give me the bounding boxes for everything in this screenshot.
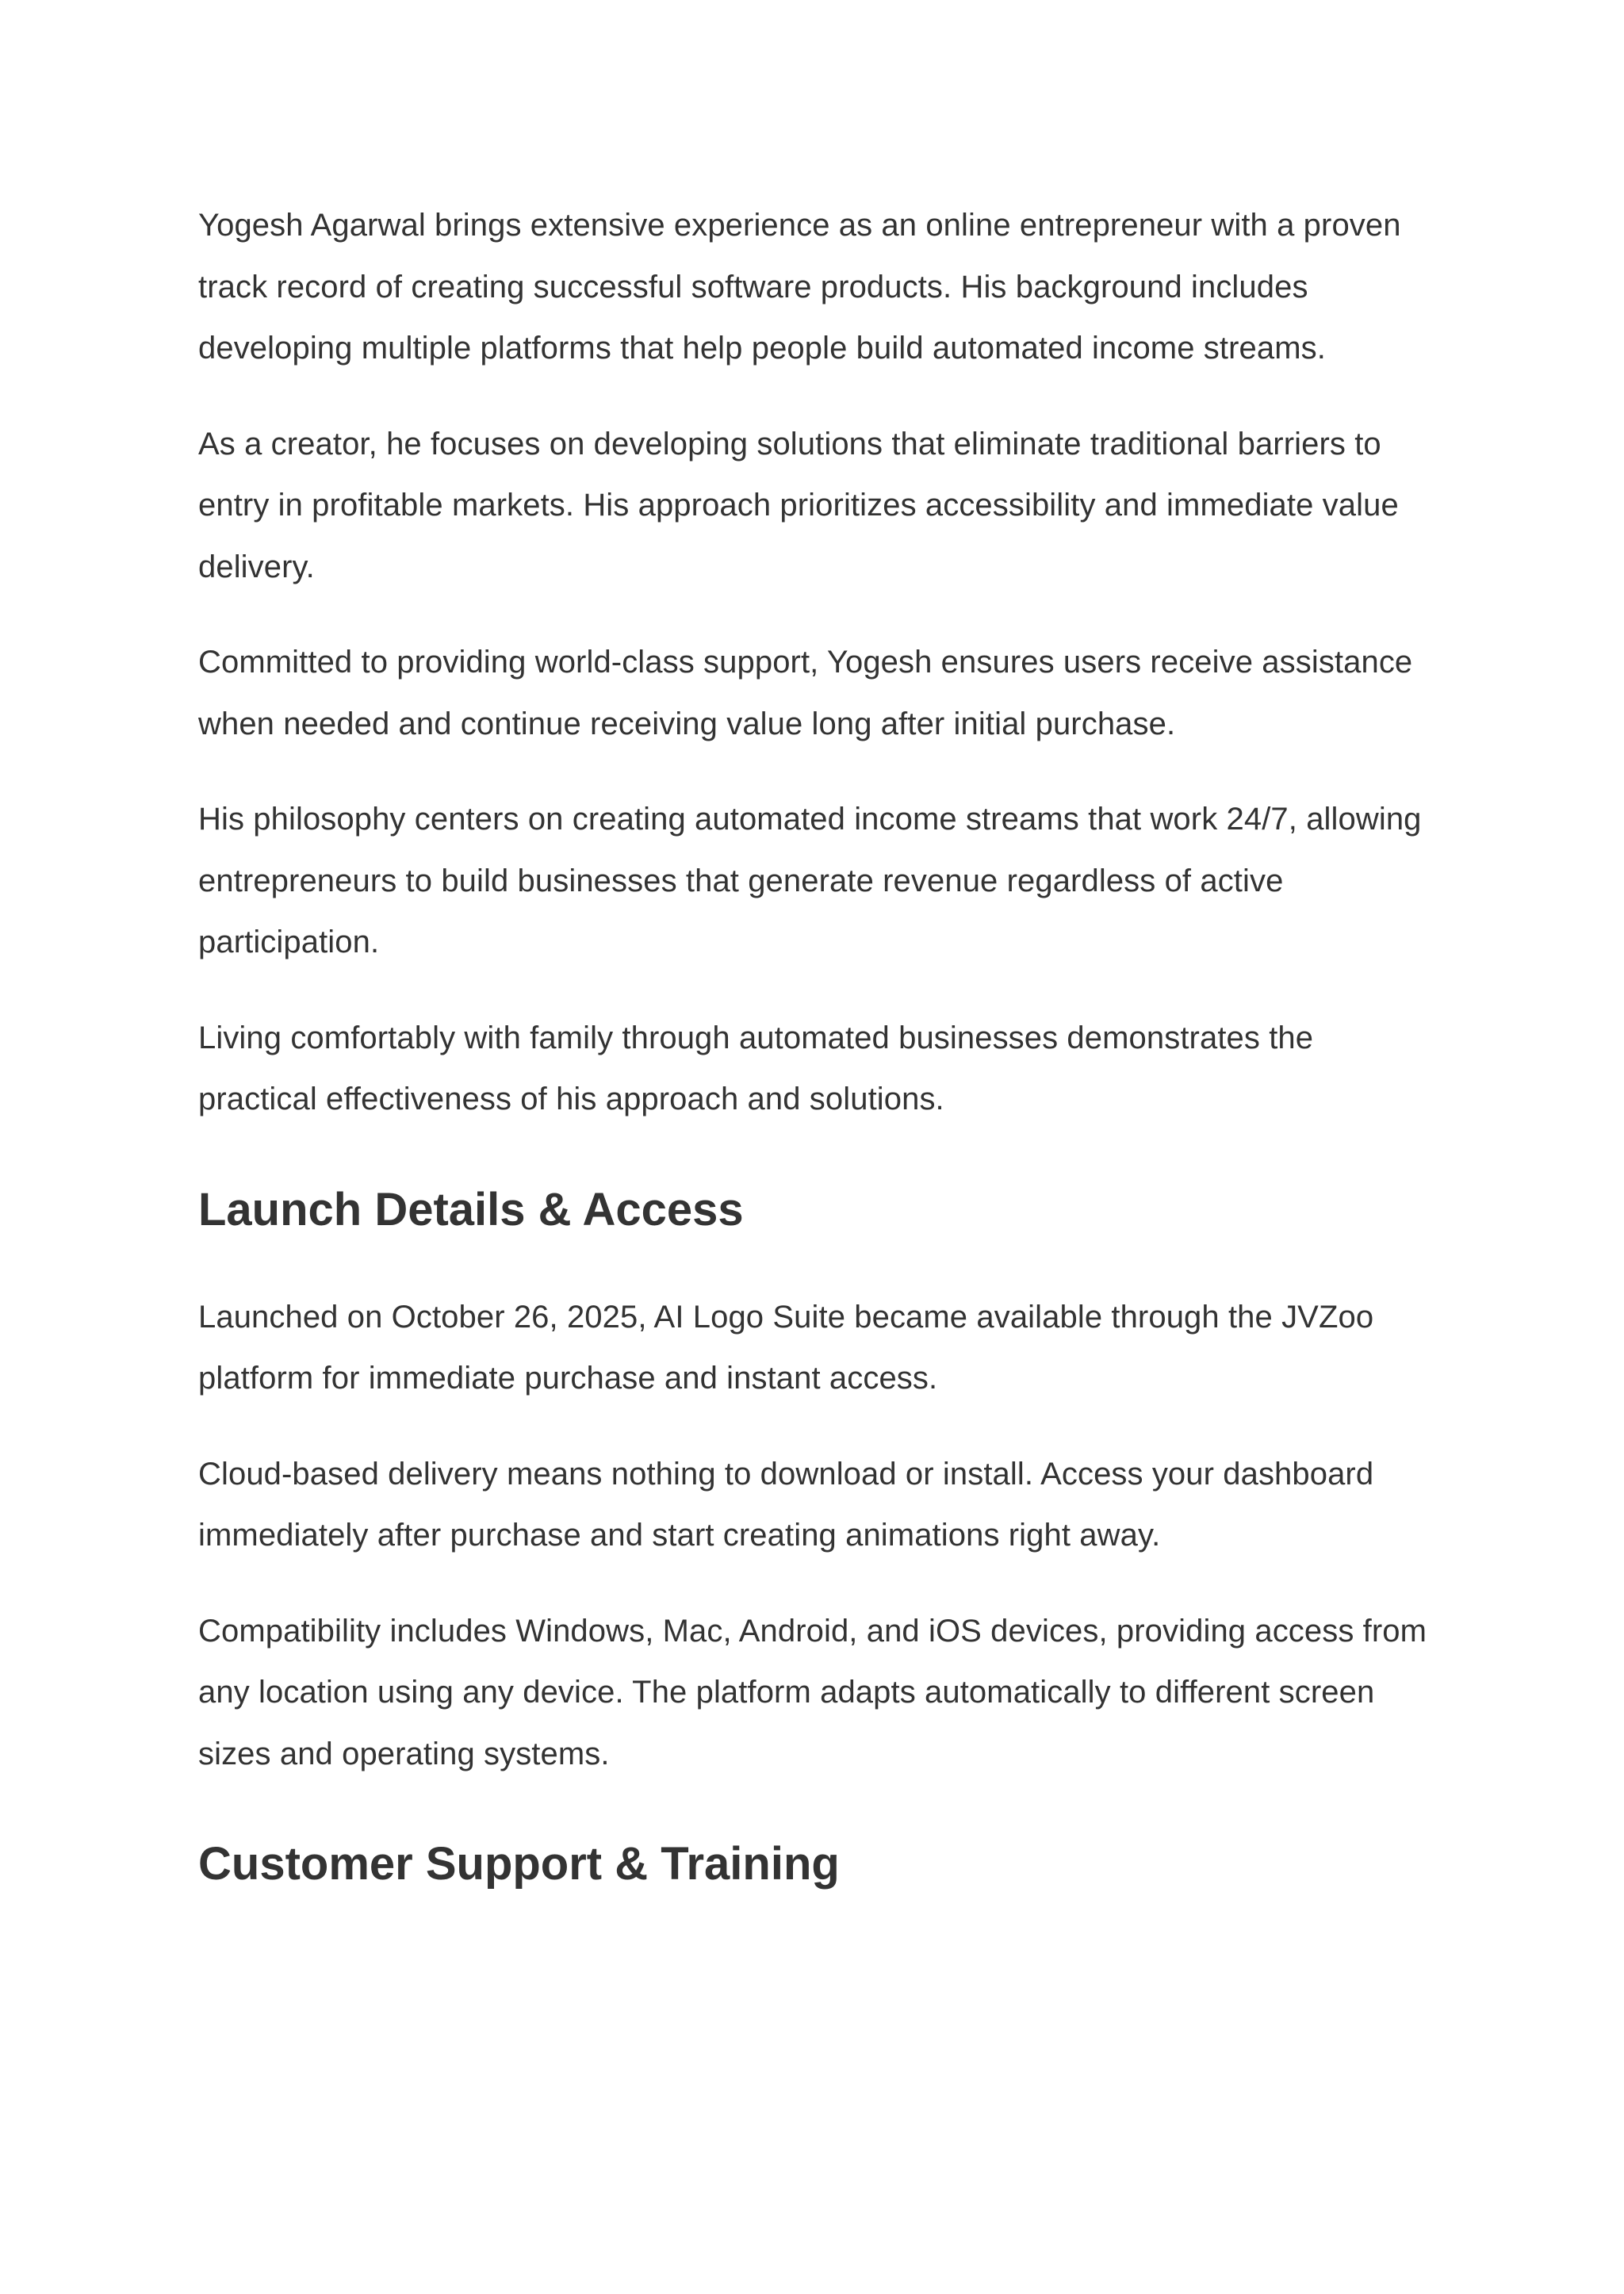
about-paragraph-2: As a creator, he focuses on developing solutions that eliminate traditional barriers to entry in profitable markets. His approach prioritizes accessibility and immediate value delivery. xyxy=(198,426,1399,584)
launch-paragraph-3: Compatibility includes Windows, Mac, Android, and iOS devices, providing access from any location using any device. The platform adapts automatically to different screen sizes and operating systems. xyxy=(198,1613,1427,1771)
launch-paragraph-1: Launched on October 26, 2025, AI Logo Suite became available through the JVZoo platform for immediate purchase and instant access. xyxy=(198,1299,1374,1396)
support-heading: Customer Support & Training xyxy=(198,1838,840,1890)
launch-paragraph-2: Cloud-based delivery means nothing to download or install. Access your dashboard immediately after purchase and start creating animations right away. xyxy=(198,1456,1374,1553)
about-paragraph-4: His philosophy centers on creating automated income streams that work 24/7, allowing entrepreneurs to build businesses that generate revenue regardless of active participation. xyxy=(198,802,1422,959)
launch-heading: Launch Details & Access xyxy=(198,1183,744,1235)
document-page xyxy=(198,195,1435,1892)
about-paragraph-1: Yogesh Agarwal brings extensive experience as an online entrepreneur with a proven track record of creating successful software products. His background includes developing multiple platforms that help people build automated income streams. xyxy=(198,208,1401,366)
about-paragraph-5: Living comfortably with family through automated businesses demonstrates the practical effectiveness of his approach and solutions. xyxy=(198,1020,1314,1116)
about-paragraph-3: Committed to providing world-class support, Yogesh ensures users receive assistance when needed and continue receiving value long after initial purchase. xyxy=(198,645,1413,741)
